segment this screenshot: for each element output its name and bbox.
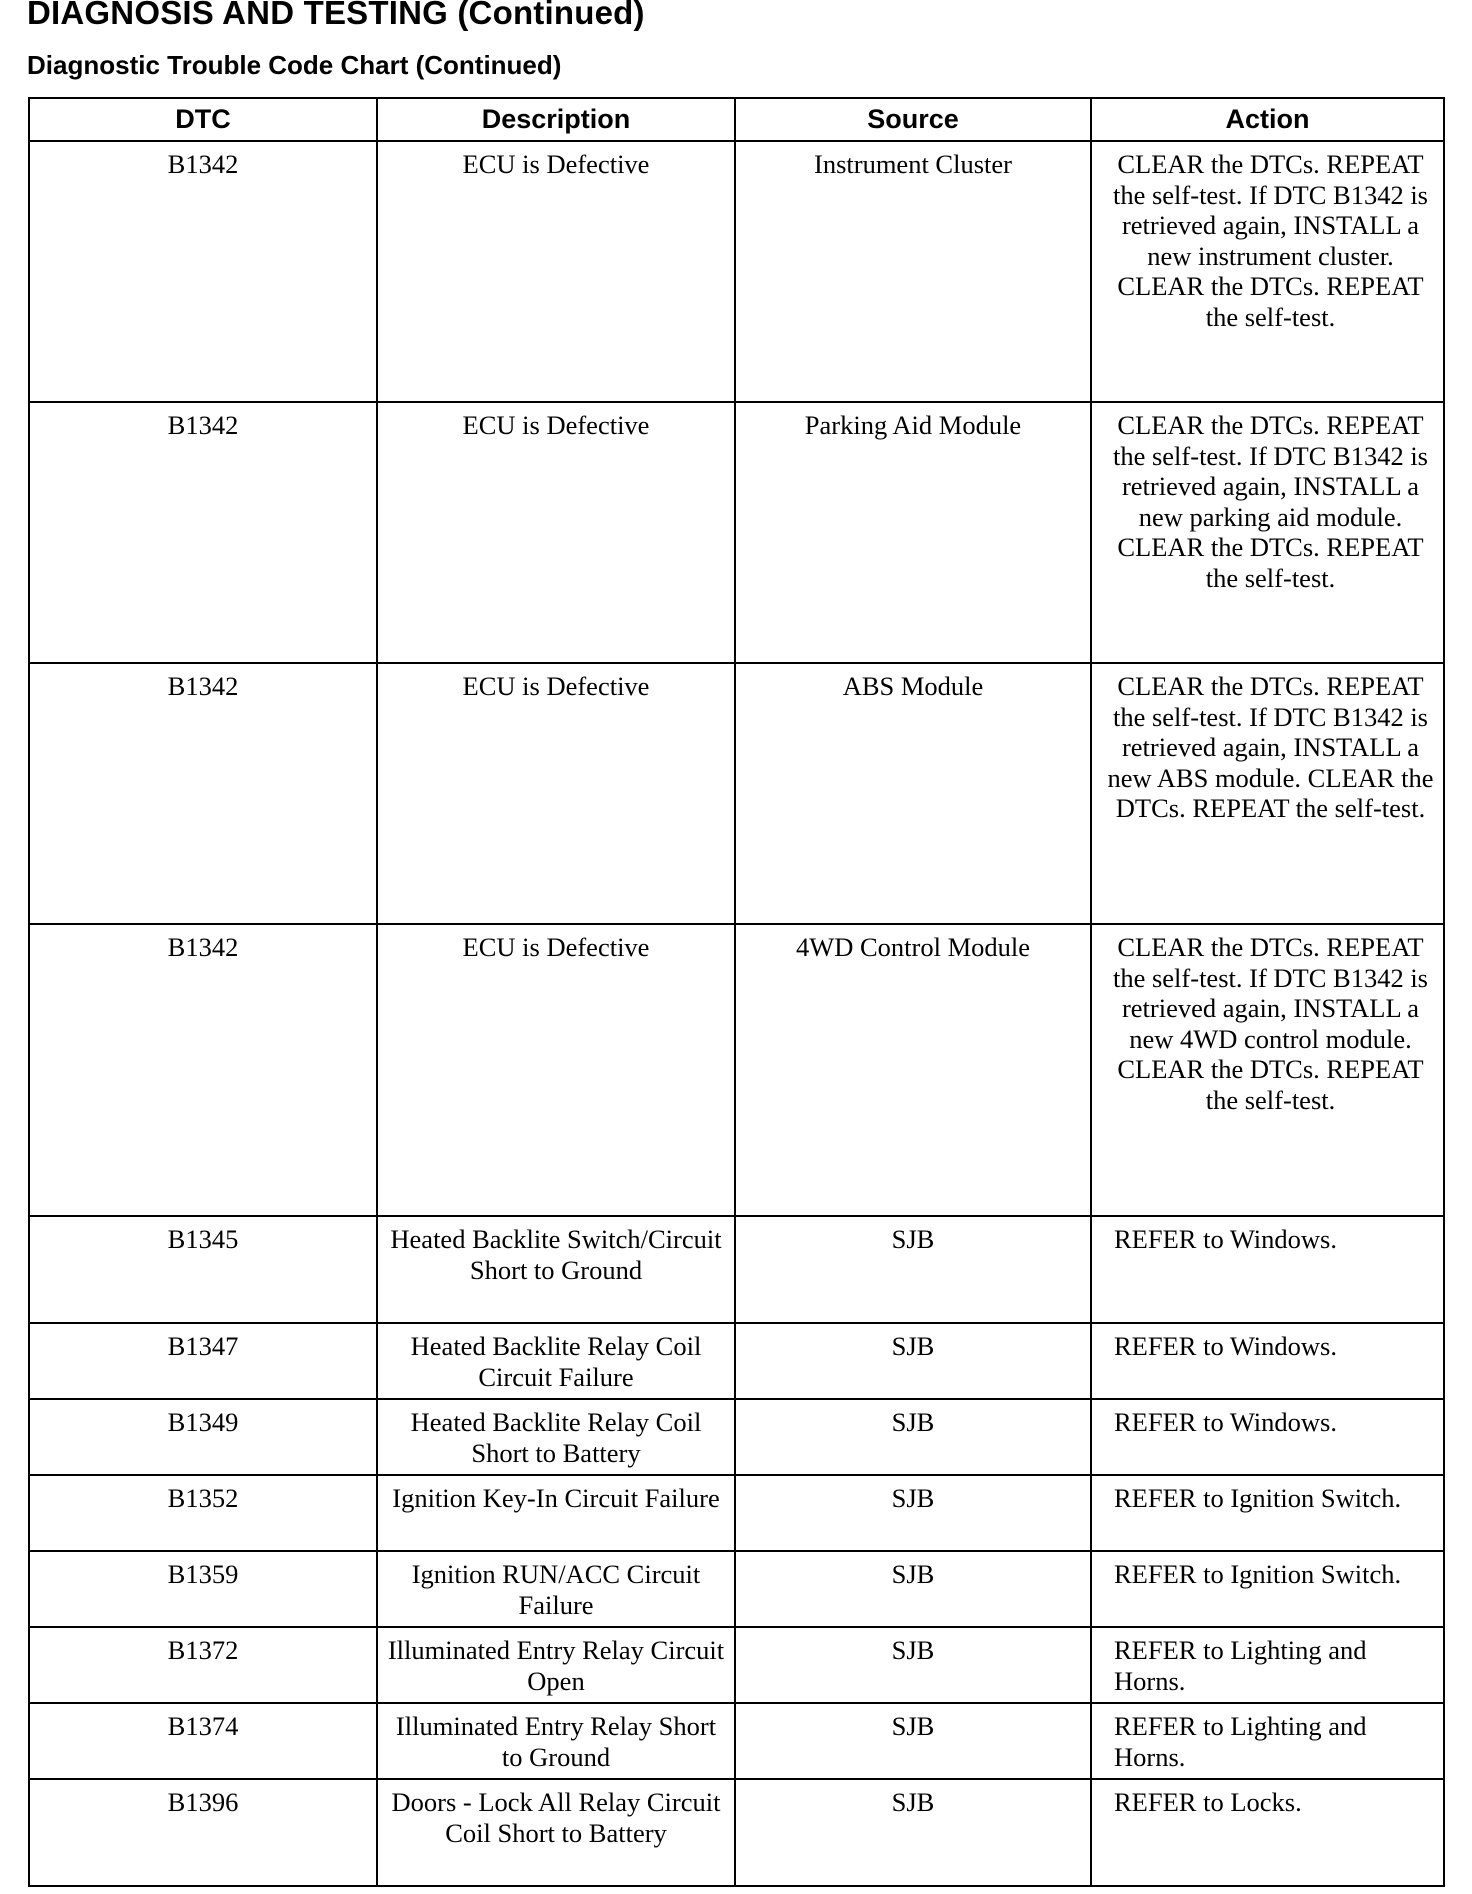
table-row bbox=[29, 924, 1444, 1216]
dtc-cell: B1372 bbox=[29, 1627, 377, 1703]
table-row bbox=[29, 1323, 1444, 1399]
table-header-row bbox=[29, 98, 1444, 141]
dtc-cell: B1342 bbox=[29, 141, 377, 402]
description-cell: Heated Backlite Relay Coil Short to Battery bbox=[377, 1399, 735, 1475]
dtc-cell: B1352 bbox=[29, 1475, 377, 1551]
description-cell: Heated Backlite Relay Coil Circuit Failure bbox=[377, 1323, 735, 1399]
source-cell: ABS Module bbox=[735, 663, 1091, 924]
source-cell: SJB bbox=[735, 1703, 1091, 1779]
source-cell: SJB bbox=[735, 1216, 1091, 1323]
source-cell: SJB bbox=[735, 1475, 1091, 1551]
action-cell: REFER to Windows. bbox=[1091, 1216, 1444, 1323]
action-cell: CLEAR the DTCs. REPEAT the self-test. If DTC B1342 is retrieved again, INSTALL a new ABS module. CLEAR the DTCs. REPEAT the self-test. bbox=[1091, 663, 1444, 924]
action-cell: REFER to Ignition Switch. bbox=[1091, 1475, 1444, 1551]
table-row bbox=[29, 1216, 1444, 1323]
page-title: DIAGNOSIS AND TESTING (Continued) bbox=[27, 0, 645, 31]
dtc-cell: B1345 bbox=[29, 1216, 377, 1323]
action-cell: CLEAR the DTCs. REPEAT the self-test. If DTC B1342 is retrieved again, INSTALL a new instrument cluster. CLEAR the DTCs. REPEAT the self-test. bbox=[1091, 141, 1444, 402]
action-cell: REFER to Locks. bbox=[1091, 1779, 1444, 1886]
source-cell: SJB bbox=[735, 1551, 1091, 1627]
description-cell: Doors - Lock All Relay Circuit Coil Short to Battery bbox=[377, 1779, 735, 1886]
source-cell: Instrument Cluster bbox=[735, 141, 1091, 402]
column-header-source: Source bbox=[735, 98, 1091, 141]
description-cell: ECU is Defective bbox=[377, 402, 735, 663]
source-cell: SJB bbox=[735, 1399, 1091, 1475]
table-row bbox=[29, 1703, 1444, 1779]
table-row bbox=[29, 1399, 1444, 1475]
table-row bbox=[29, 1475, 1444, 1551]
action-cell: REFER to Windows. bbox=[1091, 1323, 1444, 1399]
source-cell: Parking Aid Module bbox=[735, 402, 1091, 663]
action-cell: CLEAR the DTCs. REPEAT the self-test. If DTC B1342 is retrieved again, INSTALL a new 4WD control module. CLEAR the DTCs. REPEAT the self-test. bbox=[1091, 924, 1444, 1216]
column-header-description: Description bbox=[377, 98, 735, 141]
description-cell: Ignition Key-In Circuit Failure bbox=[377, 1475, 735, 1551]
chart-subtitle: Diagnostic Trouble Code Chart (Continued) bbox=[27, 50, 562, 80]
dtc-cell: B1374 bbox=[29, 1703, 377, 1779]
table-row bbox=[29, 663, 1444, 924]
source-cell: SJB bbox=[735, 1779, 1091, 1886]
dtc-cell: B1342 bbox=[29, 924, 377, 1216]
dtc-cell: B1359 bbox=[29, 1551, 377, 1627]
action-cell: REFER to Lighting and Horns. bbox=[1091, 1703, 1444, 1779]
table-row bbox=[29, 1551, 1444, 1627]
source-cell: 4WD Control Module bbox=[735, 924, 1091, 1216]
dtc-cell: B1342 bbox=[29, 402, 377, 663]
description-cell: Heated Backlite Switch/Circuit Short to Ground bbox=[377, 1216, 735, 1323]
dtc-cell: B1342 bbox=[29, 663, 377, 924]
column-header-dtc: DTC bbox=[29, 98, 377, 141]
description-cell: ECU is Defective bbox=[377, 924, 735, 1216]
action-cell: REFER to Ignition Switch. bbox=[1091, 1551, 1444, 1627]
dtc-table bbox=[28, 97, 1445, 1887]
table-row bbox=[29, 1627, 1444, 1703]
description-cell: ECU is Defective bbox=[377, 663, 735, 924]
source-cell: SJB bbox=[735, 1627, 1091, 1703]
dtc-cell: B1349 bbox=[29, 1399, 377, 1475]
description-cell: Ignition RUN/ACC Circuit Failure bbox=[377, 1551, 735, 1627]
source-cell: SJB bbox=[735, 1323, 1091, 1399]
action-cell: CLEAR the DTCs. REPEAT the self-test. If DTC B1342 is retrieved again, INSTALL a new parking aid module. CLEAR the DTCs. REPEAT the self-test. bbox=[1091, 402, 1444, 663]
dtc-cell: B1396 bbox=[29, 1779, 377, 1886]
action-cell: REFER to Windows. bbox=[1091, 1399, 1444, 1475]
column-header-action: Action bbox=[1091, 98, 1444, 141]
description-cell: ECU is Defective bbox=[377, 141, 735, 402]
dtc-cell: B1347 bbox=[29, 1323, 377, 1399]
description-cell: Illuminated Entry Relay Circuit Open bbox=[377, 1627, 735, 1703]
table-row bbox=[29, 402, 1444, 663]
table-row bbox=[29, 1779, 1444, 1886]
description-cell: Illuminated Entry Relay Short to Ground bbox=[377, 1703, 735, 1779]
table-row bbox=[29, 141, 1444, 402]
action-cell: REFER to Lighting and Horns. bbox=[1091, 1627, 1444, 1703]
